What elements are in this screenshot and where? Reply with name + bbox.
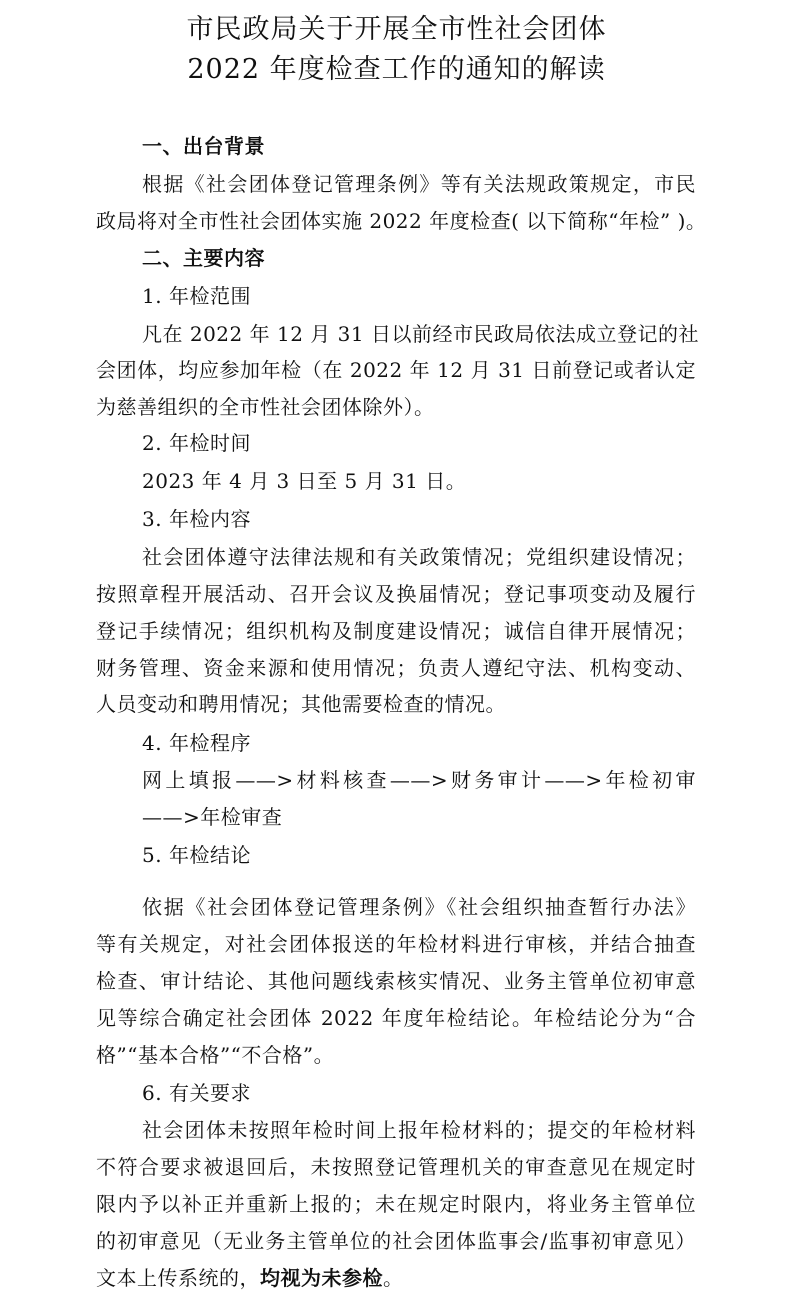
item-2-text-line-1: 2023 年 4 月 3 日至 5 月 31 日。: [142, 469, 467, 493]
item-3-text-line-4: 财务管理、资金来源和使用情况；负责人遵纪守法、机构变动、: [96, 656, 696, 680]
section-1-text-line-2: 政局将对全市性社会团体实施 2022 年度检查( 以下简称“年检” )。: [96, 209, 707, 233]
not-participated-emphasis: 均视为未参检: [260, 1266, 383, 1290]
item-5-text-line-1: 依据《社会团体登记管理条例》《社会组织抽查暂行办法》: [142, 895, 696, 919]
item-4-text-line-1: 网上填报——>材料核查——>财务审计——>年检初审: [142, 768, 696, 792]
item-3-text-line-2: 按照章程开展活动、召开会议及换届情况；登记事项变动及履行: [96, 582, 696, 606]
item-5-heading: 5. 年检结论: [142, 843, 251, 867]
item-6-text-line-1: 社会团体未按照年检时间上报年检材料的；提交的年检材料: [142, 1118, 696, 1142]
item-5-text-line-4: 见等综合确定社会团体 2022 年度年检结论。年检结论分为“合: [96, 1006, 696, 1030]
item-4-heading: 4. 年检程序: [142, 731, 251, 755]
document-title-line-1: 市民政局关于开展全市性社会团体: [186, 14, 607, 45]
item-6-text-line-2: 不符合要求被退回后，未按照登记管理机关的审查意见在规定时: [96, 1155, 696, 1179]
item-6-text-line-3: 限内予以补正并重新上报的；未在规定时限内，将业务主管单位: [96, 1192, 696, 1216]
item-4-text-line-2: ——>年检审查: [142, 805, 283, 829]
item-5-text-line-2: 等有关规定，对社会团体报送的年检材料进行审核，并结合抽查: [96, 932, 696, 956]
item-3-heading: 3. 年检内容: [142, 507, 251, 531]
item-1-text-line-3: 为慈善组织的全市性社会团体除外）。: [96, 395, 435, 419]
item-3-text-line-5: 人员变动和聘用情况；其他需要检查的情况。: [96, 692, 506, 716]
section-2-heading: 二、主要内容: [142, 246, 265, 270]
item-6-text-line-5-end: 。: [383, 1266, 404, 1290]
section-1-text-line-1: 根据《社会团体登记管理条例》等有关法规政策规定，市民: [142, 172, 696, 196]
item-6-text-line-5-start: 文本上传系统的，: [96, 1266, 260, 1290]
section-1-heading: 一、出台背景: [142, 134, 265, 158]
item-2-heading: 2. 年检时间: [142, 431, 251, 455]
item-5-text-line-5: 格”“基本合格”“不合格”。: [96, 1043, 335, 1067]
item-3-text-line-1: 社会团体遵守法律法规和有关政策情况；党组织建设情况；: [142, 545, 696, 569]
document-title-line-2: 2022 年度检查工作的通知的解读: [187, 54, 606, 85]
item-6-text-line-5: [96, 1264, 696, 1292]
item-6-heading: 6. 有关要求: [142, 1081, 251, 1105]
item-1-text-line-1: 凡在 2022 年 12 月 31 日以前经市民政局依法成立登记的社: [142, 322, 699, 346]
item-3-text-line-3: 登记手续情况；组织机构及制度建设情况；诚信自律开展情况；: [96, 619, 696, 643]
item-6-text-line-4: 的初审意见（无业务主管单位的社会团体监事会/监事初审意见）: [96, 1229, 696, 1253]
item-1-text-line-2: 会团体，均应参加年检（在 2022 年 12 月 31 日前登记或者认定: [96, 358, 696, 382]
item-1-heading: 1. 年检范围: [142, 284, 251, 308]
item-5-text-line-3: 检查、审计结论、其他问题线索核实情况、业务主管单位初审意: [96, 969, 696, 993]
